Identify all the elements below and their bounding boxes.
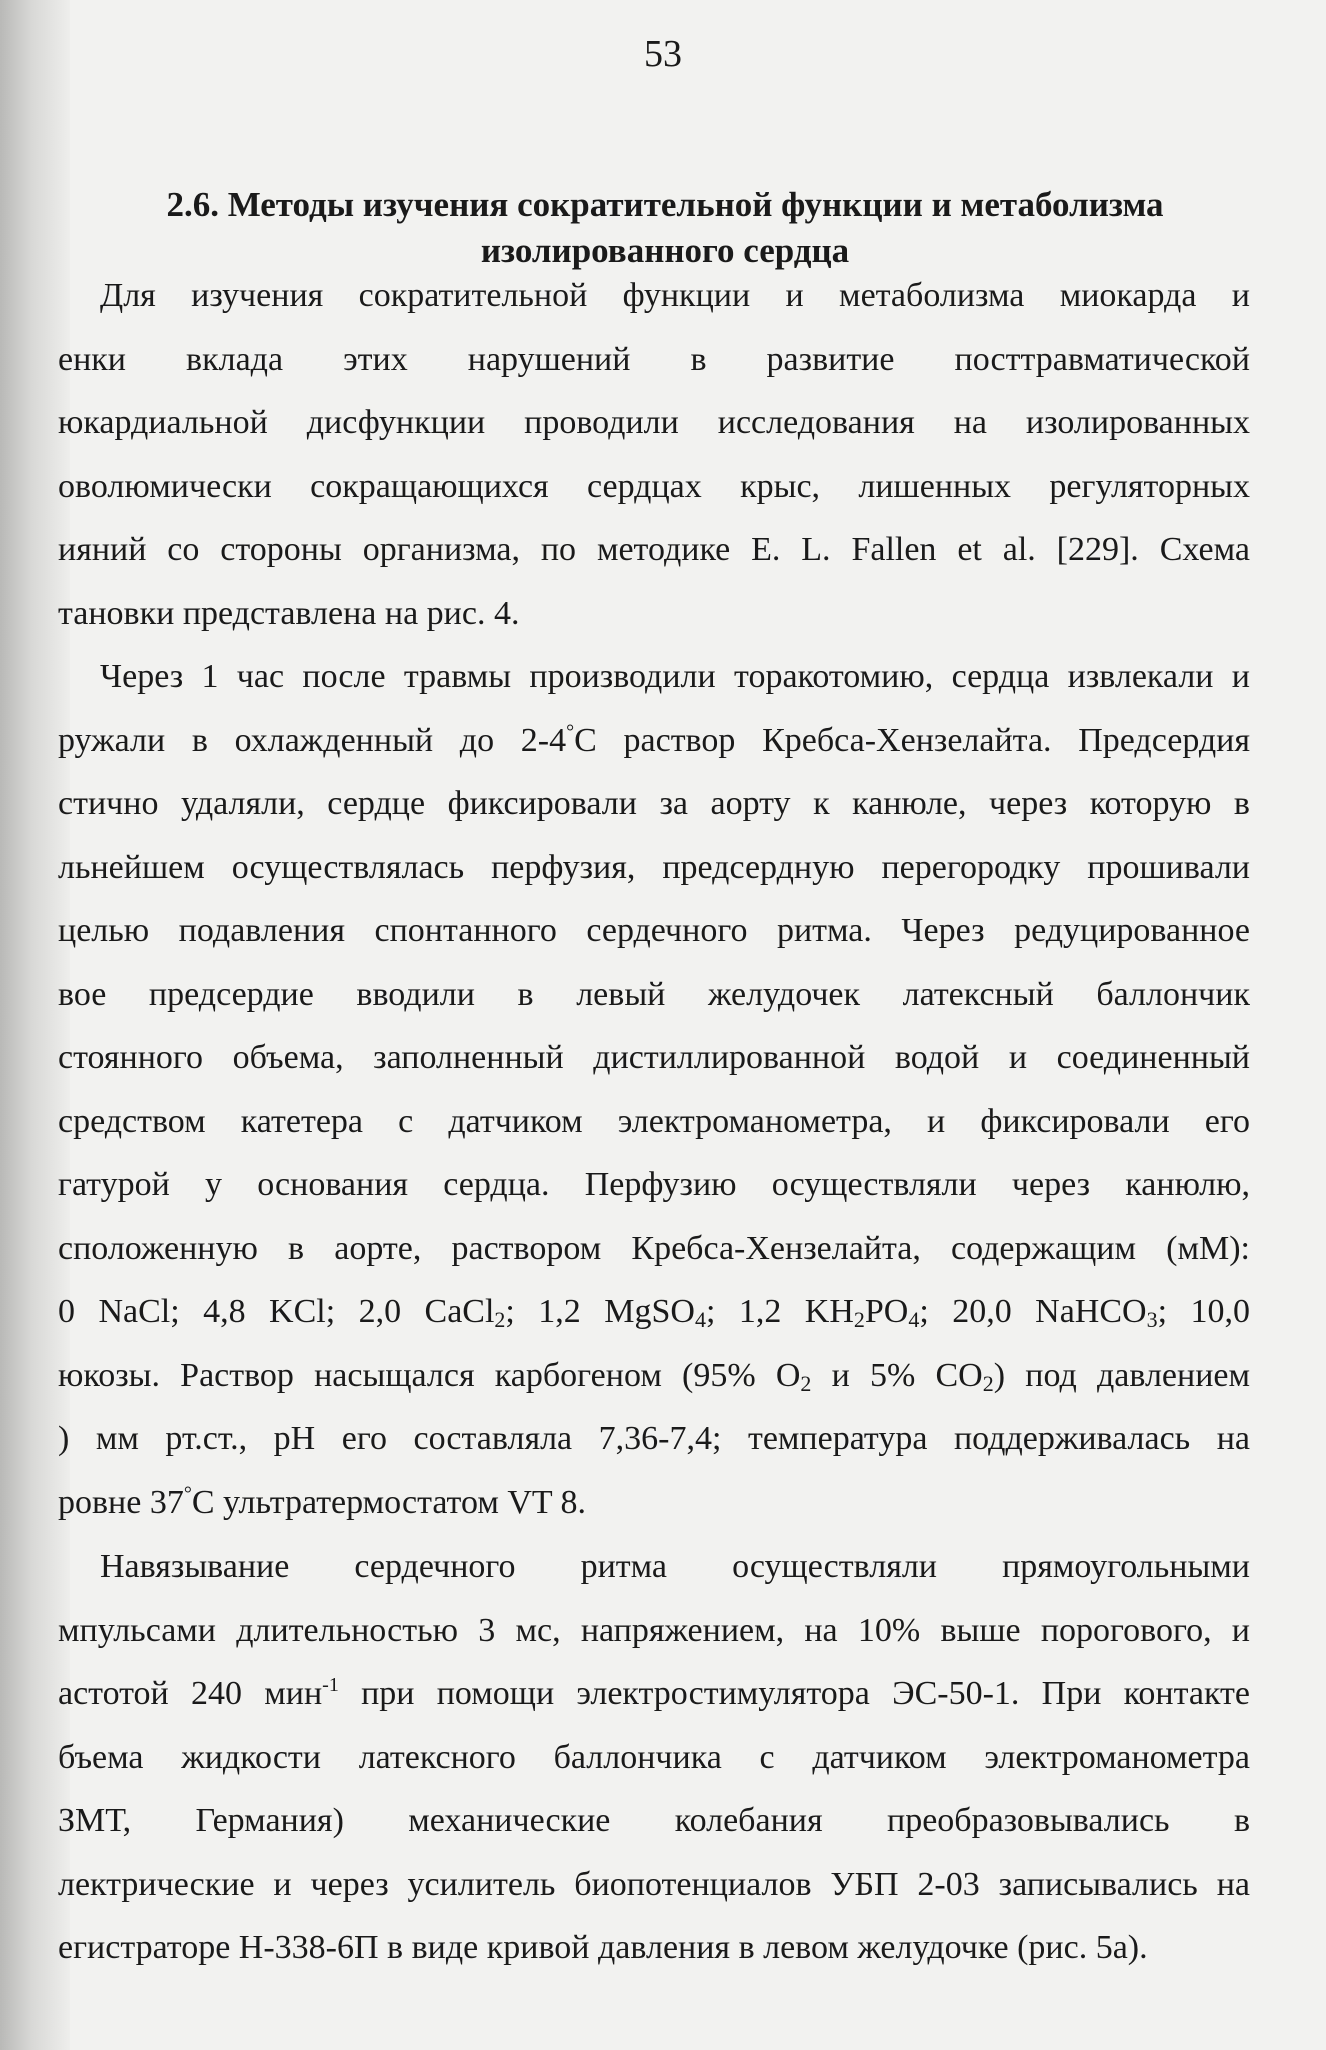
- paragraph-1: [58, 264, 1250, 645]
- text-line: целью подавления спонтанного сердечного ритма. Через редуцированное: [58, 912, 1250, 949]
- text-line: ружали в охлажденный до 2-4°С раствор Кребса-Хензелайта. Предсердия: [58, 720, 1250, 759]
- text-line: лектрические и через усилитель биопотенциалов УБП 2-03 записывались на: [58, 1865, 1250, 1903]
- text-line: ровне 37°С ультратермостатом VT 8.: [58, 1482, 587, 1521]
- text-line: средством катетера с датчиком электроманометра, и фиксировали его: [58, 1102, 1250, 1140]
- section-heading: [100, 182, 1230, 274]
- text-line: льнейшем осуществлялась перфузия, предсердную перегородку прошивали: [58, 848, 1250, 886]
- paragraph-3: [58, 1535, 1250, 1980]
- text-line: сположенную в аорте, раствором Кребса-Хензелайта, содержащим (мМ):: [58, 1229, 1250, 1267]
- text-line: тановки представлена на рис. 4.: [58, 594, 520, 632]
- text-line: юкозы. Раствор насыщался карбогеном (95% $O_2$ и 5% $CO_2$) под давлением: [58, 1356, 1250, 1396]
- text-line: Для изучения сократительной функции и метаболизма миокарда и: [100, 277, 1250, 314]
- text-line: мпульсами длительностью 3 мс, напряжением, на 10% выше порогового, и: [58, 1611, 1250, 1649]
- text-line: оволюмически сокращающихся сердцах крыс, лишенных регуляторных: [58, 467, 1250, 505]
- text-line: Навязывание сердечного ритма осуществляли прямоугольными: [100, 1548, 1250, 1585]
- text-line: стично удаляли, сердце фиксировали за аорту к канюле, через которую в: [58, 785, 1250, 822]
- text-line: Через 1 час после травмы производили торакотомию, сердца извлекали и: [100, 658, 1250, 695]
- paragraph-2: [58, 645, 1250, 1534]
- text-line: бъема жидкости латексного баллончика с датчиком электроманометра: [58, 1738, 1250, 1776]
- text-line: стоянного объема, заполненный дистиллированной водой и соединенный: [58, 1039, 1250, 1076]
- text-line: енки вклада этих нарушений в развитие посттравматической: [58, 340, 1250, 378]
- text-line: ) мм рт.ст., pH его составляла 7,36-7,4; температура поддерживалась на: [58, 1420, 1250, 1457]
- text-line: ЗМТ, Германия) механические колебания преобразовывались в: [58, 1802, 1250, 1839]
- text-line: ияний со стороны организма, по методике E. L. Fallen et al. [229]. Схема: [58, 531, 1250, 568]
- section-heading-line-2: изолированного сердца: [480, 231, 850, 270]
- page-number: 53: [644, 33, 682, 75]
- text-line: вое предсердие вводили в левый желудочек латексный баллончик: [58, 975, 1250, 1013]
- text-line: егистраторе Н-338-6П в виде кривой давления в левом желудочке (рис. 5а).: [58, 1929, 1148, 1966]
- text-line: гатурой у основания сердца. Перфузию осуществляли через канюлю,: [58, 1166, 1250, 1203]
- text-line: астотой 240 мин$^{-1}$ при помощи электростимулятора ЭС-50-1. При контакте: [58, 1674, 1250, 1712]
- section-heading-line-1: 2.6. Методы изучения сократительной функции и метаболизма: [166, 185, 1164, 224]
- text-line: юкардиальной дисфункции проводили исследования на изолированных: [58, 404, 1250, 441]
- text-line: 0 NaCl; 4,8 KCl; 2,0 CaCl$_2$; 1,2 MgSO$_4$; 1,2 $KH_2PO_4$; 20,0 NaHCO$_3$; 10,0: [58, 1293, 1250, 1332]
